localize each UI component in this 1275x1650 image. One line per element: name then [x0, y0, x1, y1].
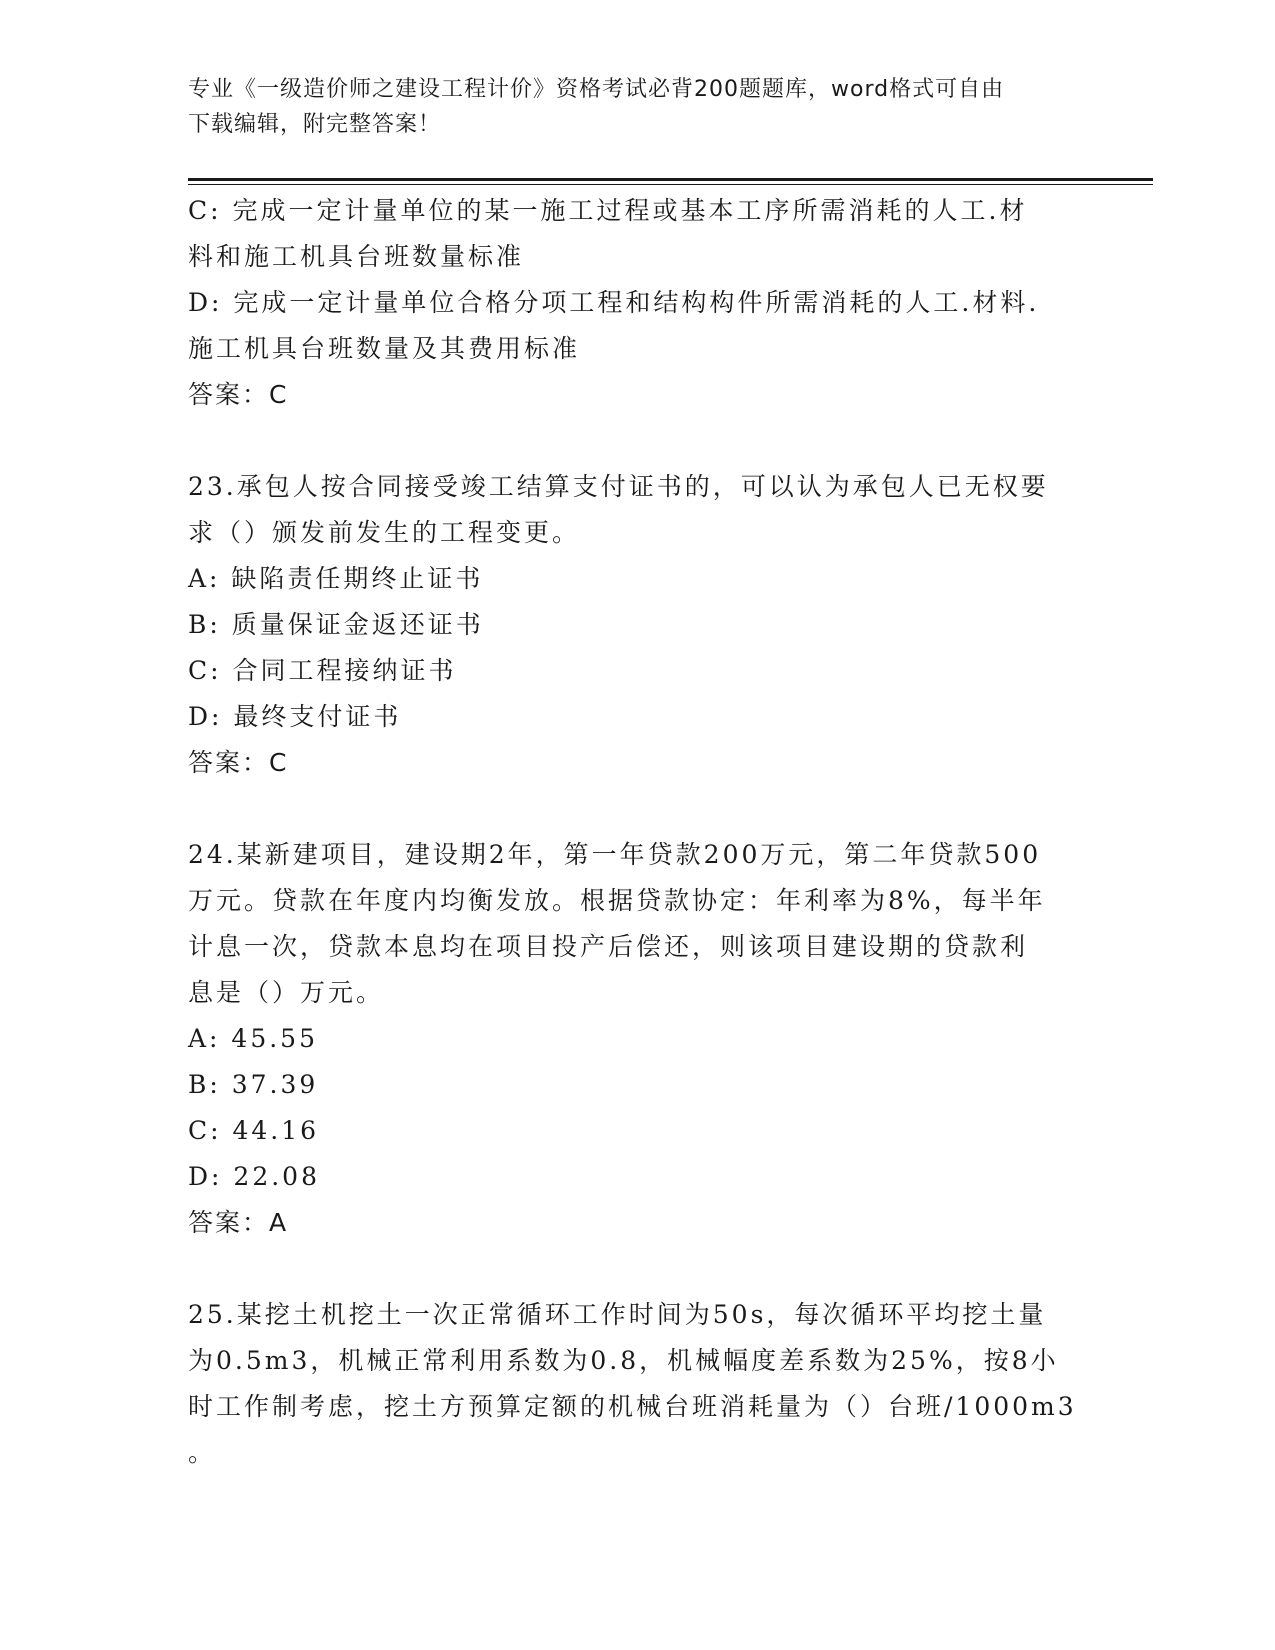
header-title-line-1: 专业《一级造价师之建设工程计价》资格考试必背200题题库，word格式可自由: [188, 77, 1005, 102]
question-content: [188, 188, 1088, 1476]
q23-option-b: B: 质量保证金返还证书: [188, 610, 484, 639]
q22-option-c-line-1: C: 完成一定计量单位的某一施工过程或基本工序所需消耗的人工.材: [188, 196, 1028, 225]
spacer: [188, 786, 1088, 832]
q25-stem-line-1: 25.某挖土机挖土一次正常循环工作时间为50s，每次循环平均挖土量: [188, 1300, 1047, 1329]
header-divider-thick: [188, 178, 1153, 181]
question-23: [188, 464, 1088, 786]
header-divider-thin: [188, 184, 1153, 185]
question-24: [188, 832, 1088, 1246]
q23-option-d: D: 最终支付证书: [188, 702, 402, 731]
q25-stem-line-3: 时工作制考虑，挖土方预算定额的机械台班消耗量为（）台班/1000m3: [188, 1392, 1077, 1421]
q24-answer: 答案：A: [188, 1208, 289, 1237]
q23-answer: 答案：C: [188, 748, 289, 777]
q22-answer: 答案：C: [188, 380, 289, 409]
q24-option-d: D: 22.08: [188, 1162, 320, 1191]
spacer: [188, 1246, 1088, 1292]
q22-option-d-line-2: 施工机具台班数量及其费用标准: [188, 334, 581, 363]
q23-stem-line-2: 求（）颁发前发生的工程变更。: [188, 518, 581, 547]
q25-stem-line-2: 为0.5m3，机械正常利用系数为0.8，机械幅度差系数为25%，按8小: [188, 1346, 1059, 1375]
document-header: [188, 72, 1068, 142]
question-25: [188, 1292, 1088, 1476]
q24-option-b: B: 37.39: [188, 1070, 319, 1099]
q24-stem-line-3: 计息一次，贷款本息均在项目投产后偿还，则该项目建设期的贷款利: [188, 932, 1029, 961]
q25-stem-line-4: 。: [188, 1438, 217, 1467]
q24-stem-line-4: 息是（）万元。: [188, 978, 385, 1007]
question-22: [188, 188, 1088, 418]
q23-option-c: C: 合同工程接纳证书: [188, 656, 457, 685]
q23-stem-line-1: 23.承包人按合同接受竣工结算支付证书的，可以认为承包人已无权要: [188, 472, 1049, 501]
spacer: [188, 418, 1088, 464]
q24-option-a: A: 45.55: [188, 1024, 318, 1053]
q22-option-c-line-2: 料和施工机具台班数量标准: [188, 242, 525, 271]
q24-stem-line-2: 万元。贷款在年度内均衡发放。根据贷款协定：年利率为8%，每半年: [188, 886, 1046, 915]
q22-option-d-line-1: D: 完成一定计量单位合格分项工程和结构构件所需消耗的人工.材料.: [188, 288, 1040, 317]
q23-option-a: A: 缺陷责任期终止证书: [188, 564, 484, 593]
q24-stem-line-1: 24.某新建项目，建设期2年，第一年贷款200万元，第二年贷款500: [188, 840, 1042, 869]
q24-option-c: C: 44.16: [188, 1116, 320, 1145]
header-title-line-2: 下载编辑，附完整答案！: [188, 112, 442, 137]
